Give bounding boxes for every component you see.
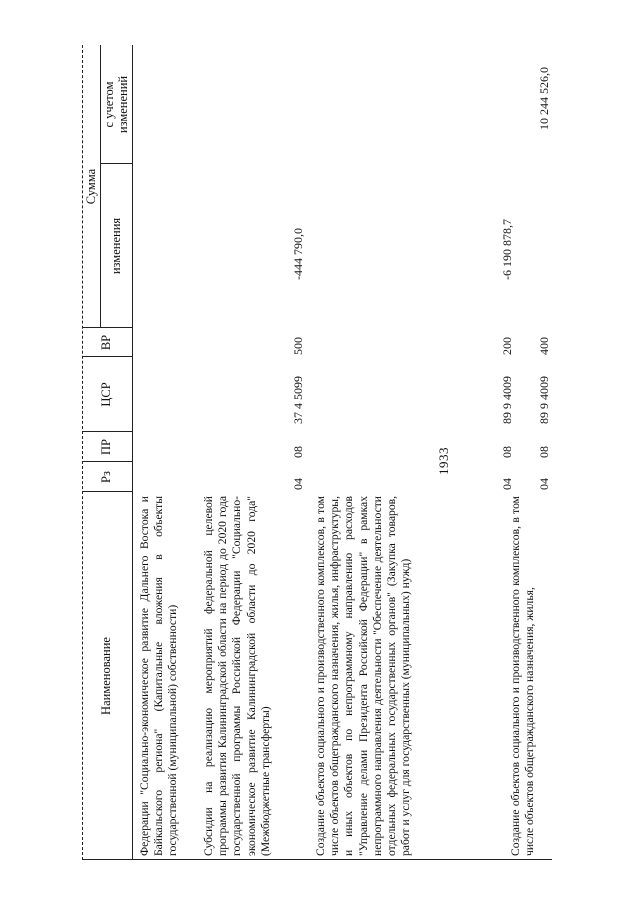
row-1-rz: 04 bbox=[291, 478, 305, 490]
header-pr: ПР bbox=[99, 439, 113, 455]
row-2-name: Создание объектов социального и производственного комплексов, в том числе объектов общегражданского назначения, жилья, инфраструктуры, и иных объектов по непрограммному направлению расходов "Управление делами Президента Российской Федерации" в рамках непрограммного направления деятельности "Обеспечение деятельности отдельных федеральных государственных органов" (Закупка товаров, работ и услуг для государственных (муниципальных) нужд) bbox=[314, 496, 413, 856]
header-sum-with-change-line2: изменений bbox=[116, 75, 130, 134]
header-rz: Рз bbox=[99, 471, 113, 483]
budget-table bbox=[82, 45, 552, 860]
page-number: 1933 bbox=[436, 447, 451, 475]
row-2-pr: 08 bbox=[500, 446, 514, 458]
header-csr: ЦСР bbox=[99, 382, 113, 407]
row-2-vr: 200 bbox=[500, 337, 514, 355]
row-3-rz: 04 bbox=[537, 478, 551, 490]
row-1-vr: 500 bbox=[291, 337, 305, 355]
header-sum-change: изменения bbox=[109, 217, 123, 275]
header-name: Наименование bbox=[99, 637, 113, 715]
header-vr: ВР bbox=[99, 334, 113, 351]
row-3-csr: 89 9 4009 bbox=[537, 376, 551, 424]
table-left-border bbox=[82, 859, 552, 860]
row-1-name: Субсидии на реализацию мероприятий федеральной целевой программы развития Калининградской области на период до 2020 года государственной программы Российской Федерации "Социально-экономическое развитие Калининградской области до 2020 года" (Межбюджетные трансферты) bbox=[202, 496, 272, 856]
row-1-pr: 08 bbox=[291, 446, 305, 458]
sum-subheader-border bbox=[100, 45, 101, 328]
row-3-pr: 08 bbox=[537, 446, 551, 458]
header-sum: Сумма bbox=[84, 168, 98, 205]
row-3-name: Создание объектов социального и производственного комплексов, в том числе объектов общегражданского назначения, жилья, bbox=[509, 496, 537, 856]
row-2-rz: 04 bbox=[500, 478, 514, 490]
header-sum-with-change bbox=[102, 45, 130, 164]
row-3-total: 10 244 526,0 bbox=[537, 67, 551, 130]
row-3-vr: 400 bbox=[537, 337, 551, 355]
row-1-change: -444 790,0 bbox=[291, 228, 305, 280]
header-sum-with-change-line1: с учетом bbox=[102, 81, 116, 128]
row-1-csr: 37 4 5099 bbox=[291, 376, 305, 424]
row-0-name: Федерации "Социально-экономическое развитие Дальнего Востока и Байкальского региона" (Капитальные вложения в объекты государственной (муниципальной) собственности) bbox=[138, 496, 180, 856]
header-bottom-border bbox=[132, 45, 133, 860]
row-2-csr: 89 9 4009 bbox=[500, 376, 514, 424]
row-2-change: -6 190 878,7 bbox=[500, 219, 514, 280]
table-top-border bbox=[82, 45, 83, 860]
